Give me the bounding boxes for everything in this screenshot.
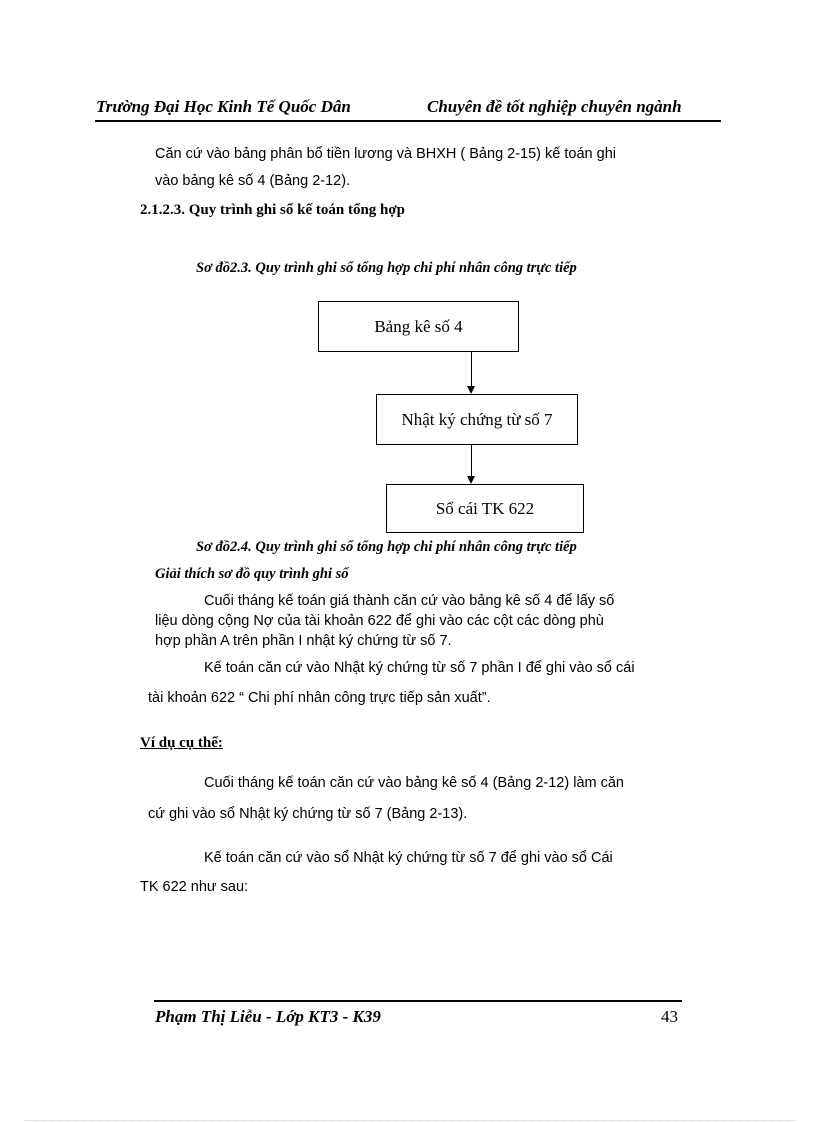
para2-line-1: Kế toán căn cứ vào Nhật ký chứng từ số 7 phần I để ghi vào sổ cái: [204, 660, 635, 676]
para3-line-1: Cuối tháng kế toán căn cứ vào bảng kê số 4 (Bảng 2-12) làm căn: [204, 775, 624, 791]
diagram-box-nhat-ky-label: Nhật ký chứng từ số 7: [401, 409, 553, 429]
diagram-box-bang-ke-label: Bảng kê số 4: [374, 316, 463, 336]
diagram-arrowhead-2: [467, 476, 475, 484]
diagram-arrow-1: [471, 351, 472, 386]
page-number: 43: [661, 1007, 678, 1026]
diagram-box-nhat-ky: [376, 394, 578, 445]
explanation-heading: Giải thích sơ đồ quy trình ghi sổ: [155, 566, 349, 582]
intro-line-2: vào bảng kê số 4 (Bảng 2-12).: [155, 173, 351, 189]
diagram-caption-top: Sơ đồ2.3. Quy trình ghi sổ tổng hợp chi phí nhân công trực tiếp: [196, 260, 577, 276]
para3-line-2: cứ ghi vào sổ Nhật ký chứng từ số 7 (Bảng 2-13).: [148, 806, 468, 822]
example-heading: Ví dụ cụ thể:: [140, 735, 223, 751]
diagram-box-so-cai-label: Sổ cái TK 622: [435, 498, 535, 518]
para4-line-2: TK 622 như sau:: [140, 879, 249, 895]
section-heading: 2.1.2.3. Quy trình ghi sổ kế toán tổng hợp: [140, 202, 406, 218]
footer-rule: [154, 1000, 682, 1002]
intro-line-1: Căn cứ vào bảng phân bổ tiền lương và BHXH ( Bảng 2-15) kế toán ghi: [155, 146, 616, 162]
para4-line-1: Kế toán căn cứ vào sổ Nhật ký chứng từ số 7 để ghi vào sổ Cái: [204, 850, 613, 866]
diagram-box-bang-ke: [318, 301, 519, 352]
diagram-arrowhead-1: [467, 386, 475, 394]
header-left: Trường Đại Học Kinh Tế Quốc Dân: [96, 97, 351, 116]
header-right: Chuyên đề tốt nghiệp chuyên ngành: [427, 97, 682, 116]
footer-author: Phạm Thị Liễu - Lớp KT3 - K39: [155, 1007, 381, 1026]
para1-line-3: hợp phần A trên phần I nhật ký chứng từ số 7.: [155, 633, 452, 649]
para1-line-1: Cuối tháng kế toán giá thành căn cứ vào bảng kê số 4 để lấy số: [204, 593, 615, 609]
para1-line-2: liệu dòng cộng Nợ của tài khoản 622 để ghi vào các cột các dòng phù: [155, 613, 604, 629]
diagram-arrow-2: [471, 444, 472, 476]
para2-line-2: tài khoản 622 “ Chi phí nhân công trực tiếp sản xuất”.: [148, 690, 491, 706]
diagram-box-so-cai: [386, 484, 584, 533]
page-edge: [25, 1120, 795, 1121]
diagram-caption-bottom: Sơ đồ2.4. Quy trình ghi sổ tổng hợp chi phí nhân công trực tiếp: [196, 539, 577, 555]
header-rule: [95, 120, 721, 122]
